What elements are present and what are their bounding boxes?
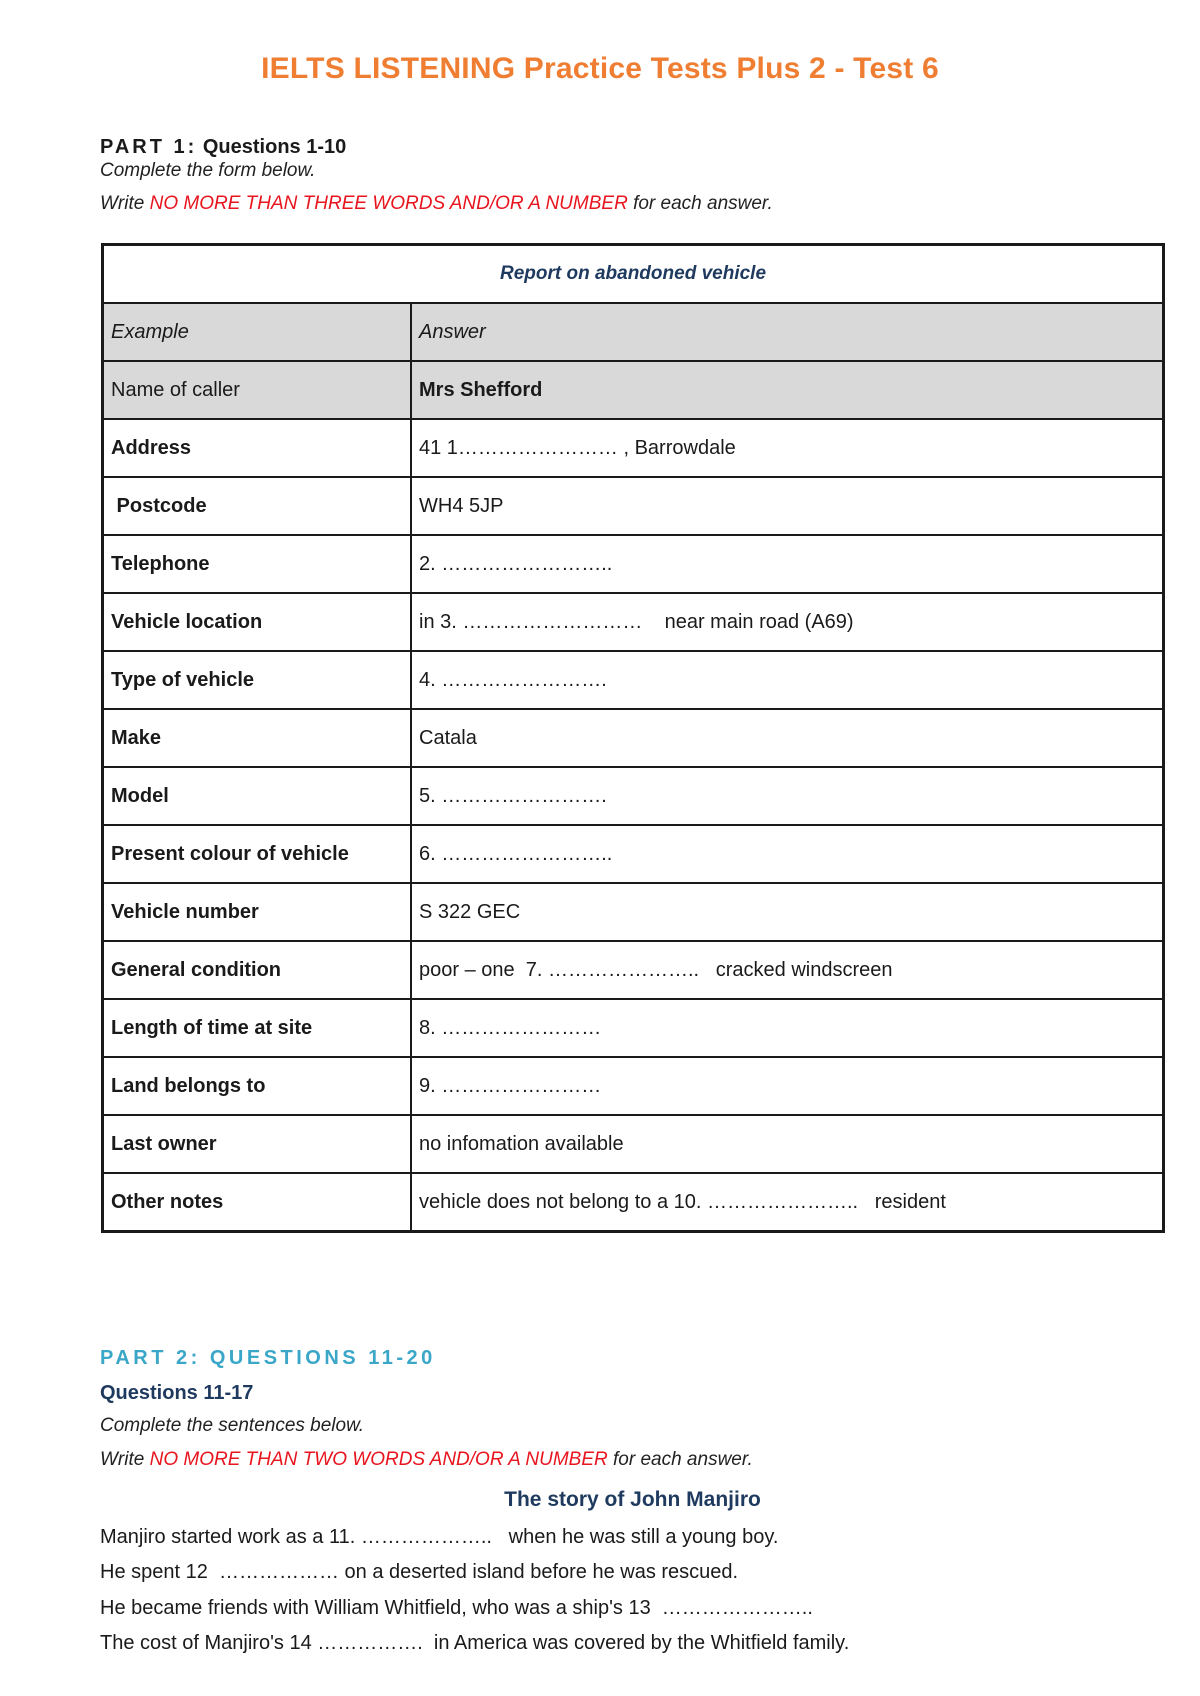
row-label: Present colour of vehicle <box>103 825 412 883</box>
form-row <box>103 825 1164 883</box>
form-row <box>103 1057 1164 1115</box>
report-form <box>101 243 1165 1233</box>
row-label: Address <box>103 419 412 477</box>
row-label: Type of vehicle <box>103 651 412 709</box>
row-value: 2. …………………….. <box>411 535 1164 593</box>
row-value: WH4 5JP <box>411 477 1164 535</box>
sentence-14: The cost of Manjiro's 14 ……………. in America was covered by the Whitfield family. <box>100 1632 850 1654</box>
part1-questions: Questions 1-10 <box>202 136 347 158</box>
row-value: 4. ……………………. <box>411 651 1164 709</box>
form-row <box>103 535 1164 593</box>
form-row <box>103 593 1164 651</box>
row-label: Vehicle number <box>103 883 412 941</box>
caller-value: Mrs Shefford <box>411 361 1164 419</box>
instruction-post: for each answer. <box>633 193 773 214</box>
row-value: no infomation available <box>411 1115 1164 1173</box>
caller-label: Name of caller <box>103 361 412 419</box>
row-value: 5. ……………………. <box>411 767 1164 825</box>
instruction-limit: NO MORE THAN TWO WORDS AND/OR A NUMBER <box>149 1449 608 1470</box>
row-value: 9. …………………… <box>411 1057 1164 1115</box>
row-value: in 3. ……………………… near main road (A69) <box>411 593 1164 651</box>
form-caption: Report on abandoned vehicle <box>103 245 1164 304</box>
row-label: General condition <box>103 941 412 999</box>
row-value: Catala <box>411 709 1164 767</box>
form-row <box>103 709 1164 767</box>
row-value: 8. …………………… <box>411 999 1164 1057</box>
form-row <box>103 1115 1164 1173</box>
row-value: 41 1…………………… , Barrowdale <box>411 419 1164 477</box>
part2-questions: Questions 11-17 <box>100 1382 254 1404</box>
form-row <box>103 419 1164 477</box>
part1-heading <box>100 136 346 159</box>
sentence-11: Manjiro started work as a 11. ……………….. when he was still a young boy. <box>100 1526 779 1548</box>
row-value: 6. …………………….. <box>411 825 1164 883</box>
part1-label: PART 1: <box>100 136 198 158</box>
row-value: poor – one 7. ………………….. cracked windscreen <box>411 941 1164 999</box>
row-label: Length of time at site <box>103 999 412 1057</box>
row-label: Last owner <box>103 1115 412 1173</box>
instruction-limit: NO MORE THAN THREE WORDS AND/OR A NUMBER <box>149 193 628 214</box>
part1-instruction-2 <box>100 193 773 215</box>
part2-heading: PART 2: QUESTIONS 11-20 <box>100 1347 436 1369</box>
part2-instruction-2 <box>100 1449 753 1471</box>
row-label: Make <box>103 709 412 767</box>
instruction-post: for each answer. <box>613 1449 753 1470</box>
row-label: Model <box>103 767 412 825</box>
page-title: IELTS LISTENING Practice Tests Plus 2 - Test 6 <box>261 52 939 85</box>
row-label: Vehicle location <box>103 593 412 651</box>
form-row <box>103 883 1164 941</box>
example-label: Example <box>103 303 412 361</box>
form-row <box>103 477 1164 535</box>
row-value: vehicle does not belong to a 10. ………………….. resident <box>411 1173 1164 1232</box>
row-label: Telephone <box>103 535 412 593</box>
row-label: Land belongs to <box>103 1057 412 1115</box>
form-row <box>103 941 1164 999</box>
instruction-pre: Write <box>100 1449 145 1470</box>
instruction-pre: Write <box>100 193 145 214</box>
form-row <box>103 1173 1164 1232</box>
row-value: S 322 GEC <box>411 883 1164 941</box>
story-title: The story of John Manjiro <box>504 1488 761 1511</box>
row-label: Other notes <box>103 1173 412 1232</box>
sentence-13: He became friends with William Whitfield, who was a ship's 13 ………………….. <box>100 1597 813 1619</box>
form-row <box>103 999 1164 1057</box>
answer-label: Answer <box>411 303 1164 361</box>
row-label: Postcode <box>103 477 412 535</box>
form-row <box>103 651 1164 709</box>
part1-instruction-1: Complete the form below. <box>100 160 316 181</box>
form-row <box>103 767 1164 825</box>
part2-instruction-1: Complete the sentences below. <box>100 1415 365 1436</box>
sentence-12: He spent 12 ……………… on a deserted island before he was rescued. <box>100 1561 739 1583</box>
